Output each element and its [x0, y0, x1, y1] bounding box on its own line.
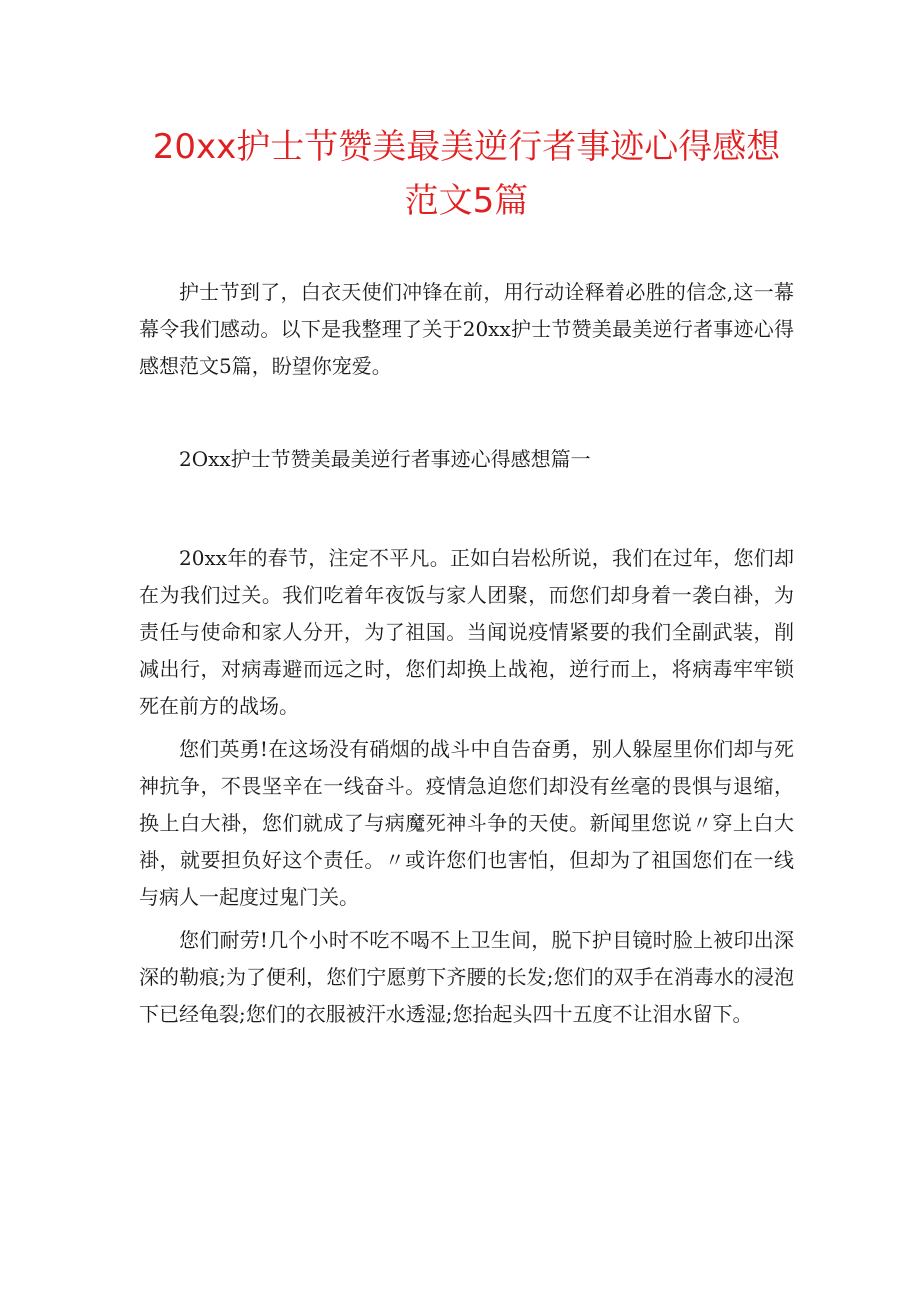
intro-paragraph: 护士节到了，白衣天使们冲锋在前，用行动诠释着必胜的信念,这一幕幕令我们感动。以下是我整理了关于20xx护士节赞美最美逆行者事迹心得感想范文5篇，盼望你宠爱。: [139, 280, 794, 378]
body-paragraph-2: 您们英勇!在这场没有硝烟的战斗中自告奋勇，别人躲屋里你们却与死神抗争，不畏坚辛在一线奋斗。疫情急迫您们却没有丝毫的畏惧与退缩，换上白大褂，您们就成了与病魔死神斗争的天使。新闻里您说〃穿上白大褂，就要担负好这个责任。〃或许您们也害怕，但却为了祖国您们在一线与病人一起度过鬼门关。: [139, 737, 794, 909]
section-heading: 2Oxx护士节赞美最美逆行者事迹心得感想篇一: [179, 447, 591, 471]
document-body: [139, 274, 794, 1033]
title-line-1: 20xx护士节赞美最美逆行者事迹心得感想: [152, 127, 781, 167]
document-title: [139, 120, 794, 228]
body-paragraph-1: 20xx年的春节，注定不平凡。正如白岩松所说，我们在过年，您们却在为我们过关。我们吃着年夜饭与家人团聚，而您们却身着一袭白褂，为责任与使命和家人分开，为了祖国。当闻说疫情紧要的我们全副武装，削减出行，对病毒避而远之时，您们却换上战袍，逆行而上，将病毒牢牢锁死在前方的战场。: [139, 546, 794, 718]
title-line-2: 范文5篇: [404, 181, 529, 221]
body-paragraph-3: 您们耐劳!几个小时不吃不喝不上卫生间，脱下护目镜时脸上被印出深深的勒痕;为了便利，您们宁愿剪下齐腰的长发;您们的双手在消毒水的浸泡下已经龟裂;您们的衣服被汗水透湿;您抬起头四十五度不让泪水留下。: [139, 928, 794, 1026]
